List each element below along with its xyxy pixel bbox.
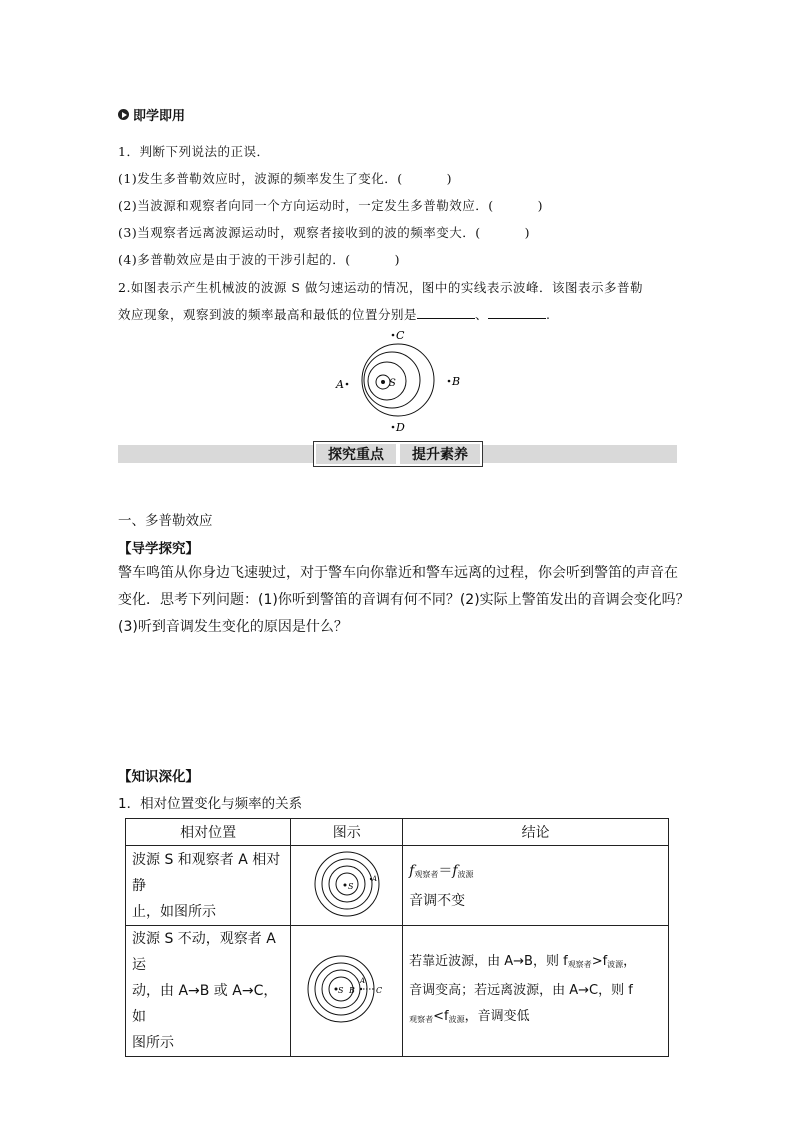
part1-title: 一、多普勒效应 xyxy=(118,513,213,529)
section-title: 即学即用 xyxy=(133,109,186,124)
guide-tag: 【导学探究】 xyxy=(118,541,199,557)
label-c: C xyxy=(396,329,405,342)
label-d: D xyxy=(396,421,405,434)
section-heading xyxy=(118,105,185,124)
static-waves-figure xyxy=(312,849,382,919)
table-cell-figure xyxy=(291,926,403,1057)
table-header: 结论 xyxy=(403,819,669,846)
band-left: 探究重点 xyxy=(316,444,396,464)
q1-intro: 1．判断下列说法的正误． xyxy=(118,144,270,159)
guide-line-2: 变化．思考下列问题：(1)你听到警笛的音调有何不同？(2)实际上警笛发出的音调会变化吗？ xyxy=(118,592,690,608)
deepen-tag: 【知识深化】 xyxy=(118,769,199,785)
table-header-row xyxy=(126,819,669,846)
table-cell-conclusion: $f_{观察者}=f_{波源}$ 音调不变 xyxy=(403,846,669,926)
q1-item-4: (4)多普勒效应是由于波的干涉引起的．( ) xyxy=(118,252,400,267)
label-a: A xyxy=(359,977,365,985)
table-cell-conclusion: 若靠近波源，由 A→B，则 $f_{观察者}>f_{波源}$， 音调变高；若远离波源，由 A→C，则 f $_{观察者}<f_{波源}$，音调变低 xyxy=(403,926,669,1057)
q1-item-3: (3)当观察者远离波源运动时，观察者接收到的波的频率变大．( ) xyxy=(118,225,530,240)
table-row xyxy=(126,926,669,1057)
guide-line-1: 警车鸣笛从你身边飞速驶过，对于警车向你靠近和警车远离的过程，你会听到警笛的声音在 xyxy=(118,565,678,581)
doppler-figure xyxy=(330,325,470,435)
table-row xyxy=(126,846,669,926)
answer-blank-2[interactable] xyxy=(488,307,546,319)
band-right: 提升素养 xyxy=(400,444,480,464)
q2-line-2: 效应现象，观察到波的频率最高和最低的位置分别是 、 . xyxy=(118,307,551,322)
label-c: C xyxy=(375,986,382,995)
guide-line-3: (3)听到音调发生变化的原因是什么？ xyxy=(118,619,348,635)
table-cell-position: 波源 S 和观察者 A 相对静 止，如图所示 xyxy=(126,846,291,926)
label-b: B xyxy=(348,986,355,995)
label-b: B xyxy=(452,375,461,388)
label-s: S xyxy=(337,986,344,995)
label-a: A xyxy=(371,874,377,883)
label-a: A xyxy=(336,378,344,391)
table-header: 图示 xyxy=(291,819,403,846)
label-s: S xyxy=(347,881,354,891)
table-cell-figure xyxy=(291,846,403,926)
play-circle-icon xyxy=(118,109,129,120)
q1-item-2: (2)当波源和观察者向同一个方向运动时，一定发生多普勒效应．( ) xyxy=(118,198,543,213)
frequency-table xyxy=(125,818,669,1057)
table-header: 相对位置 xyxy=(126,819,291,846)
table-cell-position: 波源 S 不动，观察者 A 运 动，由 A→B 或 A→C，如 图所示 xyxy=(126,926,291,1057)
deepen-subtitle: 1．相对位置变化与频率的关系 xyxy=(118,796,303,812)
label-s: S xyxy=(389,378,396,389)
q1-item-1: (1)发生多普勒效应时，波源的频率发生了变化．( ) xyxy=(118,171,452,186)
moving-observer-figure xyxy=(307,952,387,1026)
answer-blank-1[interactable] xyxy=(417,307,475,319)
q2-line-1: 2.如图表示产生机械波的波源 S 做匀速运动的情况，图中的实线表示波峰．该图表示多普勒 xyxy=(118,280,643,295)
section-band-title xyxy=(313,441,483,467)
